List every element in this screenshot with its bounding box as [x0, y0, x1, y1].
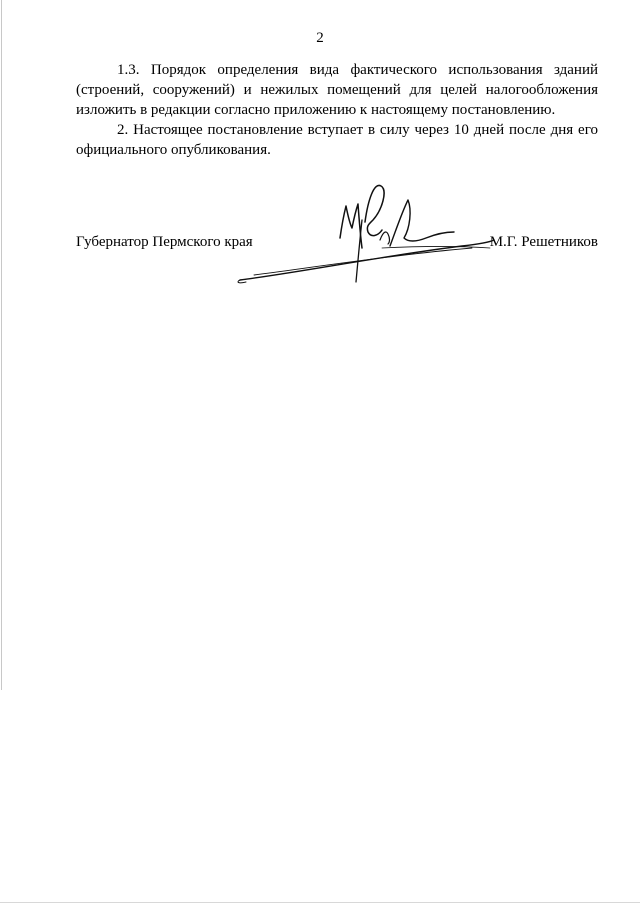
scan-edge-line-bottom: [0, 902, 640, 903]
paragraph-1-3: 1.3. Порядок определения вида фактического использования зданий (строений, сооружений) и нежилых помещений для целей налогообложения изложить в редакции согласно приложению к настоящему постановлению.: [76, 62, 598, 118]
paragraph-2: 2. Настоящее постановление вступает в силу через 10 дней после дня его официального опубликования.: [76, 122, 598, 158]
scan-edge-line: [1, 0, 2, 690]
signer-name: М.Г. Решетников: [489, 234, 598, 250]
handwritten-signature: [232, 176, 502, 288]
page-number: 2: [316, 30, 324, 46]
document-body: [76, 60, 598, 160]
signer-title: Губернатор Пермского края: [76, 234, 253, 250]
